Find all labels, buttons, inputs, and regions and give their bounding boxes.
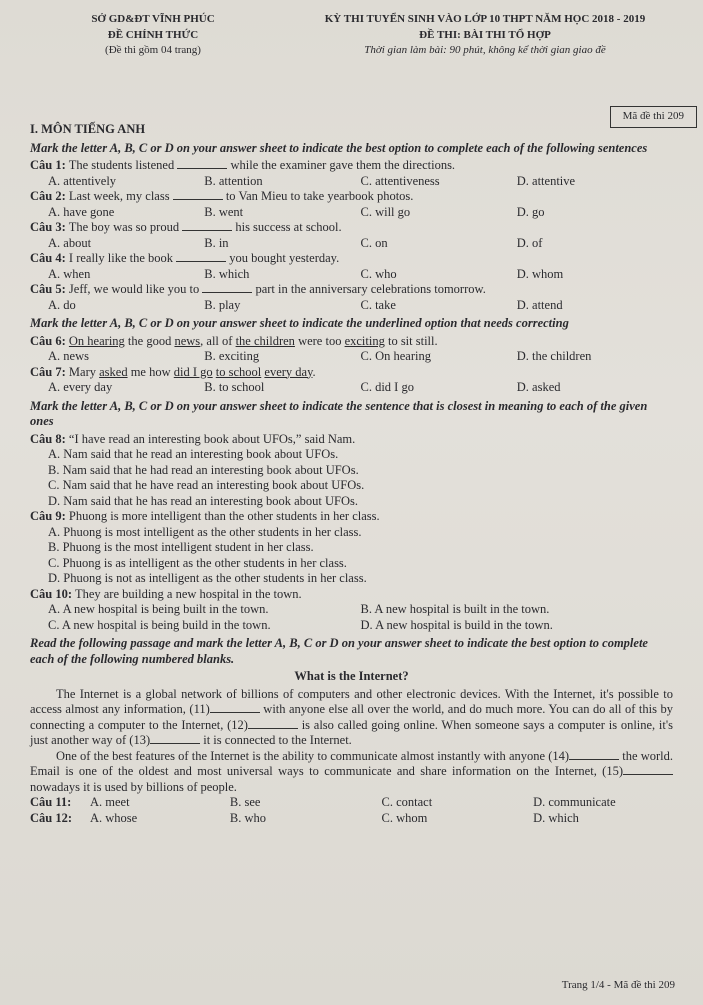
option-c: C. on bbox=[360, 235, 388, 250]
question-label: Câu 2: bbox=[30, 189, 66, 203]
question-9 bbox=[30, 509, 673, 525]
option-c: C. contact bbox=[381, 795, 433, 809]
question-10 bbox=[30, 587, 673, 603]
option-c: C. take bbox=[360, 297, 396, 312]
option-b: B. which bbox=[204, 266, 250, 281]
answer-blank bbox=[150, 743, 200, 744]
option-a: A. news bbox=[48, 349, 89, 363]
option-b: B. in bbox=[204, 235, 229, 250]
instruction-4: Read the following passage and mark the letter A, B, C or D on your answer sheet to indicate the best option to complete each of the following numbered blanks. bbox=[30, 636, 648, 666]
option-d: D. A new hospital is build in the town. bbox=[360, 617, 553, 632]
question-8 bbox=[30, 432, 673, 448]
options-12 bbox=[90, 811, 673, 827]
exam-subject: ĐỀ THI: BÀI THI TỔ HỢP bbox=[419, 28, 551, 41]
answer-blank bbox=[182, 230, 232, 231]
option-b: B. attention bbox=[204, 173, 263, 188]
question-11 bbox=[30, 795, 673, 811]
option-d: D. Nam said that he has read an interesting book about UFOs. bbox=[48, 493, 359, 508]
question-1 bbox=[30, 158, 673, 174]
options-9 bbox=[48, 525, 673, 587]
answer-blank bbox=[176, 261, 226, 262]
options-2 bbox=[48, 205, 673, 221]
header-left bbox=[48, 12, 258, 59]
section-title: I. MÔN TIẾNG ANH bbox=[30, 122, 146, 136]
underlined-part: the children bbox=[235, 333, 295, 348]
underlined-part: to school bbox=[215, 364, 262, 379]
question-text: The boy was so proud bbox=[68, 220, 180, 234]
official-label: ĐỀ CHÍNH THỨC bbox=[107, 28, 199, 41]
question-text: Mary bbox=[68, 364, 100, 379]
question-label: Câu 4: bbox=[30, 251, 66, 265]
question-text: while the examiner gave them the directions. bbox=[230, 158, 456, 172]
passage-text: nowadays it is used by billions of people. bbox=[30, 779, 237, 794]
question-7 bbox=[30, 365, 673, 381]
option-a: A. about bbox=[48, 235, 92, 250]
question-text: were too bbox=[294, 333, 345, 348]
question-text: Phuong is more intelligent than the other students in her class. bbox=[68, 509, 380, 523]
option-d: D. of bbox=[516, 235, 543, 250]
question-text: part in the anniversary celebrations tomorrow. bbox=[255, 282, 486, 296]
option-d: D. the children bbox=[516, 349, 592, 363]
passage-text: One of the best features of the Internet is the ability to communicate almost instantly with anyone (14) bbox=[56, 748, 570, 763]
option-d: D. go bbox=[516, 204, 545, 219]
instruction-1: Mark the letter A, B, C or D on your answer sheet to indicate the best option to complete each of the following sentences bbox=[30, 140, 648, 155]
question-label: Câu 7: bbox=[30, 364, 66, 379]
options-8 bbox=[48, 447, 673, 509]
option-a: A. meet bbox=[90, 795, 130, 809]
option-d: D. asked bbox=[516, 380, 561, 394]
answer-blank bbox=[177, 168, 227, 169]
question-6 bbox=[30, 334, 673, 350]
passage-text: it is connected to the Internet. bbox=[200, 733, 352, 747]
option-b: B. see bbox=[229, 795, 261, 809]
exam-code-box: Mã đề thi 209 bbox=[610, 106, 697, 128]
question-text: I really like the book bbox=[68, 251, 174, 265]
option-b: B. to school bbox=[204, 380, 265, 394]
underlined-part: did I go bbox=[173, 364, 213, 379]
options-1 bbox=[48, 174, 673, 190]
option-d: D. whom bbox=[516, 266, 564, 281]
passage-text: with anyone else all over the world, and do much more. You can do all of this by connecting a computer to the Internet, (12) bbox=[30, 702, 673, 732]
option-c: C. did I go bbox=[360, 380, 414, 394]
option-c: C. Phuong is as intelligent as the other students in her class. bbox=[48, 555, 347, 570]
question-text: , all of bbox=[200, 333, 236, 348]
option-b: B. exciting bbox=[204, 349, 260, 363]
answer-blank bbox=[569, 759, 619, 760]
time-note: Thời gian làm bài: 90 phút, không kể thời gian giao đề bbox=[364, 44, 606, 56]
question-text: . bbox=[312, 364, 316, 379]
options-7 bbox=[48, 380, 673, 396]
option-d: D. which bbox=[533, 810, 579, 825]
question-label: Câu 12: bbox=[30, 810, 73, 825]
option-a: A. when bbox=[48, 266, 91, 281]
passage-text: The Internet is a global network of billions of computers and other electronic devices. With the Internet, it's possible to access almost any information, (11) bbox=[30, 686, 673, 716]
answer-blank bbox=[202, 292, 252, 293]
underlined-part: asked bbox=[99, 364, 128, 379]
option-a: A. attentively bbox=[48, 173, 117, 188]
option-b: B. A new hospital is built in the town. bbox=[360, 602, 550, 616]
question-12 bbox=[30, 811, 673, 827]
passage-paragraph-2 bbox=[30, 749, 673, 796]
options-6 bbox=[48, 349, 673, 365]
option-b: B. went bbox=[204, 204, 244, 219]
options-3 bbox=[48, 236, 673, 252]
question-label: Câu 1: bbox=[30, 158, 66, 172]
question-3 bbox=[30, 220, 673, 236]
option-c: C. attentiveness bbox=[360, 173, 440, 188]
option-c: C. A new hospital is being build in the town. bbox=[48, 617, 271, 632]
options-4 bbox=[48, 267, 673, 283]
question-text: Jeff, we would like you to bbox=[68, 282, 200, 296]
options-10-row-2 bbox=[48, 618, 673, 634]
question-text: They are building a new hospital in the town. bbox=[74, 586, 302, 601]
option-a: A. do bbox=[48, 297, 76, 312]
options-11 bbox=[90, 795, 673, 811]
option-d: D. communicate bbox=[533, 795, 616, 809]
instruction-2: Mark the letter A, B, C or D on your answer sheet to indicate the underlined option that needs correcting bbox=[30, 316, 569, 330]
page-footer: Trang 1/4 - Mã đề thi 209 bbox=[561, 978, 675, 991]
question-text: his success at school. bbox=[235, 220, 342, 234]
pages-note: (Đề thi gồm 04 trang) bbox=[105, 44, 201, 56]
instruction-3: Mark the letter A, B, C or D on your answer sheet to indicate the sentence that is closest in meaning to each of the given ones bbox=[30, 398, 648, 428]
question-text: the good bbox=[124, 333, 175, 348]
question-label: Câu 8: bbox=[30, 431, 66, 446]
answer-blank bbox=[173, 199, 223, 200]
passage-title: What is the Internet? bbox=[294, 669, 409, 683]
option-b: B. Nam said that he had read an interesting book about UFOs. bbox=[48, 462, 359, 477]
option-a: A. have gone bbox=[48, 204, 115, 219]
question-text: me how bbox=[127, 364, 174, 379]
option-c: C. whom bbox=[381, 810, 428, 825]
options-10-row-1 bbox=[48, 602, 673, 618]
underlined-part: On hearing bbox=[68, 333, 125, 348]
underlined-part: exciting bbox=[344, 333, 385, 348]
answer-blank bbox=[210, 712, 260, 713]
option-c: C. will go bbox=[360, 204, 411, 219]
option-b: B. play bbox=[204, 297, 241, 312]
answer-blank bbox=[248, 728, 298, 729]
header-right bbox=[265, 12, 703, 59]
exam-title: KỲ THI TUYỂN SINH VÀO LỚP 10 THPT NĂM HỌC 2018 - 2019 bbox=[324, 13, 646, 25]
underlined-part: every day bbox=[264, 364, 313, 379]
option-b: B. Phuong is the most intelligent student in her class. bbox=[48, 540, 314, 554]
option-a: A. Nam said that he read an interesting book about UFOs. bbox=[48, 447, 339, 461]
option-a: A. Phuong is most intelligent as the other students in her class. bbox=[48, 524, 362, 539]
question-text: to sit still. bbox=[384, 333, 438, 348]
question-label: Câu 10: bbox=[30, 586, 73, 601]
question-label: Câu 11: bbox=[30, 795, 72, 809]
option-d: D. Phuong is not as intelligent as the other students in her class. bbox=[48, 571, 367, 585]
question-label: Câu 3: bbox=[30, 220, 66, 234]
passage-text: is also called going online. When someone says a computer is online, it's just another way of (13) bbox=[30, 717, 673, 747]
question-text: The students listened bbox=[68, 158, 175, 172]
option-c: C. who bbox=[360, 266, 397, 281]
option-c: C. On hearing bbox=[360, 349, 431, 363]
question-text: “I have read an interesting book about UFOs,” said Nam. bbox=[68, 431, 356, 446]
question-label: Câu 6: bbox=[30, 333, 66, 348]
exam-header bbox=[30, 12, 673, 102]
passage-text: the world. Email is one of the oldest and most universal ways to communicate and share information on the Internet, (15) bbox=[30, 748, 673, 778]
question-text: to Van Mieu to take yearbook photos. bbox=[225, 189, 414, 203]
answer-blank bbox=[623, 774, 673, 775]
question-label: Câu 9: bbox=[30, 509, 66, 523]
options-5 bbox=[48, 298, 673, 314]
option-c: C. Nam said that he have read an interesting book about UFOs. bbox=[48, 478, 365, 492]
department-name: SỞ GD&ĐT VĨNH PHÚC bbox=[91, 13, 215, 25]
question-text: Last week, my class bbox=[68, 189, 170, 203]
question-label: Câu 5: bbox=[30, 282, 66, 296]
question-4 bbox=[30, 251, 673, 267]
option-b: B. who bbox=[229, 810, 267, 825]
option-a: A. A new hospital is being built in the town. bbox=[48, 602, 269, 616]
option-d: D. attentive bbox=[516, 173, 576, 188]
question-text: you bought yesterday. bbox=[229, 251, 340, 265]
question-2 bbox=[30, 189, 673, 205]
question-5 bbox=[30, 282, 673, 298]
option-a: A. whose bbox=[90, 810, 138, 825]
option-d: D. attend bbox=[516, 297, 563, 312]
underlined-part: news bbox=[174, 333, 201, 348]
option-a: A. every day bbox=[48, 380, 113, 394]
passage-paragraph-1 bbox=[30, 687, 673, 749]
